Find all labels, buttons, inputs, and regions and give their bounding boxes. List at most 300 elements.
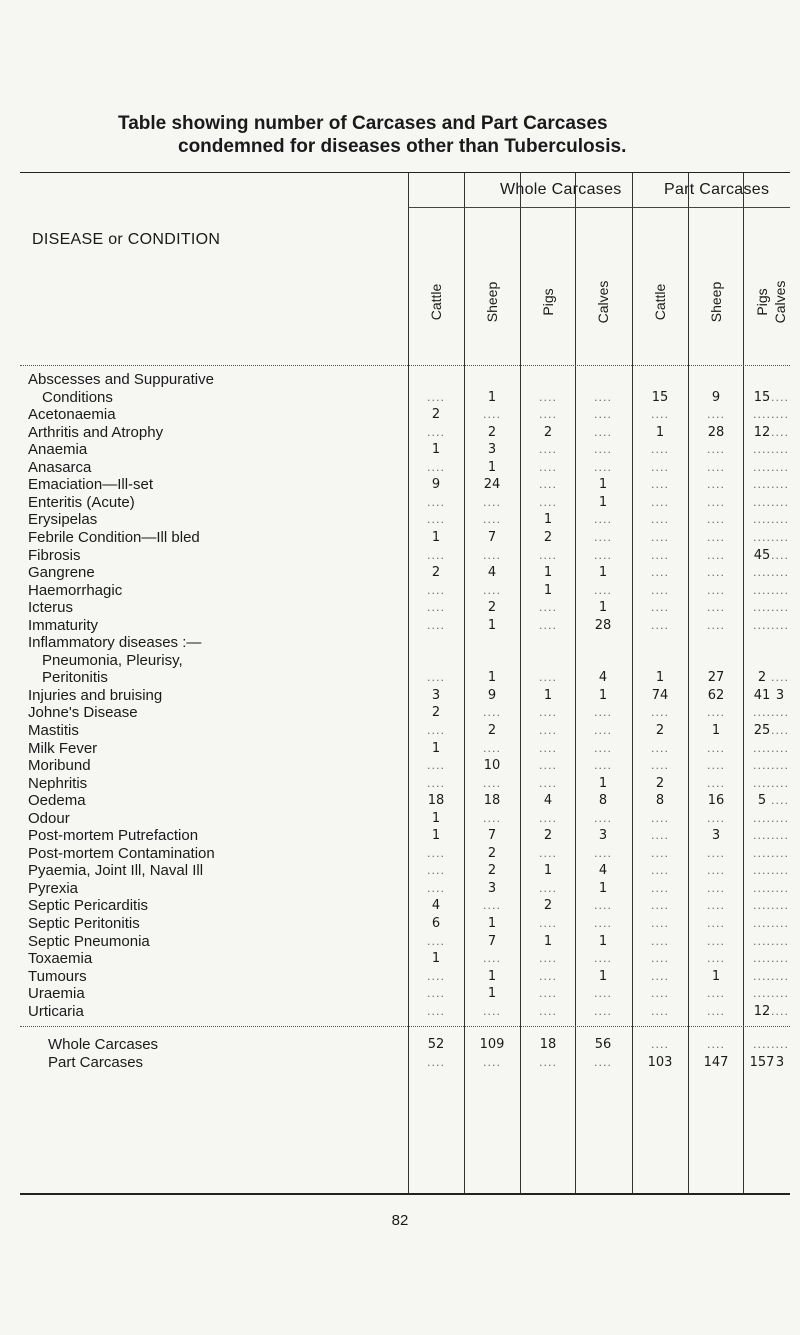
row-label: Pyaemia, Joint Ill, Naval Ill	[28, 862, 204, 879]
value-cell: ....	[771, 847, 789, 860]
value-cell: 1	[598, 477, 608, 492]
value-cell: 12	[753, 425, 771, 440]
value-cell: ....	[427, 601, 445, 614]
value-cell: ....	[539, 408, 557, 421]
value-cell: ....	[707, 566, 725, 579]
value-cell: 7	[487, 934, 497, 949]
value-cell: 9	[431, 477, 441, 492]
value-cell: 16	[707, 793, 725, 808]
value-cell: 1	[487, 969, 497, 984]
value-cell: ....	[427, 724, 445, 737]
value-cell: ....	[651, 742, 669, 755]
column-header-label: Sheep	[484, 281, 500, 323]
value-cell: ....	[753, 812, 771, 825]
value-cell: 1	[655, 670, 665, 685]
table-row	[20, 652, 790, 669]
value-cell: ....	[539, 882, 557, 895]
value-cell: ....	[427, 777, 445, 790]
value-cell: 3	[487, 881, 497, 896]
table-row	[20, 704, 790, 721]
value-cell: ....	[771, 513, 789, 526]
row-label: Emaciation—Ill-set	[28, 476, 154, 493]
column-header-label: Cattle	[652, 283, 668, 321]
table-row	[20, 687, 790, 704]
value-cell: ....	[427, 1056, 445, 1069]
table-row	[20, 634, 790, 651]
value-cell: ....	[483, 1056, 501, 1069]
value-cell: ....	[483, 549, 501, 562]
value-cell: ....	[539, 777, 557, 790]
value-cell: ....	[539, 478, 557, 491]
table-row	[20, 722, 790, 739]
value-cell: 1	[487, 618, 497, 633]
value-cell: ....	[707, 549, 725, 562]
table-row	[20, 810, 790, 827]
value-cell: 24	[483, 477, 501, 492]
table-row	[20, 897, 790, 914]
value-cell: ....	[771, 601, 789, 614]
column-header-calves-part	[765, 263, 795, 341]
value-cell: 74	[651, 688, 669, 703]
value-cell: ....	[753, 619, 771, 632]
value-cell: 27	[707, 670, 725, 685]
table-row	[20, 792, 790, 809]
value-cell: 25	[753, 723, 771, 738]
value-cell: ....	[753, 952, 771, 965]
value-cell: 3	[711, 828, 721, 843]
value-cell: 2	[431, 705, 441, 720]
value-cell: ....	[483, 706, 501, 719]
value-cell: 103	[647, 1055, 673, 1070]
row-label: Anasarca	[28, 459, 92, 476]
value-cell: 1	[655, 425, 665, 440]
value-cell: 2	[487, 600, 497, 615]
value-cell: ....	[427, 496, 445, 509]
value-cell: 3	[487, 442, 497, 457]
value-cell: ....	[651, 899, 669, 912]
row-label: Whole Carcases	[48, 1036, 159, 1053]
value-cell: ....	[707, 496, 725, 509]
value-cell: 1	[487, 390, 497, 405]
value-cell: 8	[655, 793, 665, 808]
value-cell: 4	[598, 863, 608, 878]
value-cell: ....	[753, 513, 771, 526]
row-label: Inflammatory diseases :—	[28, 634, 202, 651]
value-cell: 4	[543, 793, 553, 808]
value-cell: ....	[651, 917, 669, 930]
column-header-sheep-part	[701, 263, 731, 341]
value-cell: 109	[479, 1037, 505, 1052]
column-header-label: Pigs	[540, 288, 556, 316]
value-cell: 4	[598, 670, 608, 685]
value-cell: ....	[771, 531, 789, 544]
value-cell: ....	[651, 864, 669, 877]
title-line-1: Table showing number of Carcases and Part Carcases	[118, 113, 608, 134]
value-cell: 62	[707, 688, 725, 703]
table-row	[20, 459, 790, 476]
value-cell: ....	[651, 1038, 669, 1051]
value-cell: 1	[431, 811, 441, 826]
value-cell: ....	[771, 794, 789, 807]
value-cell: ....	[483, 1005, 501, 1018]
row-label: Tumours	[28, 968, 87, 985]
row-label: Uraemia	[28, 985, 85, 1002]
column-header-label: Calves	[595, 280, 611, 324]
value-cell: ....	[539, 671, 557, 684]
value-cell: ....	[483, 584, 501, 597]
row-label: Mastitis	[28, 722, 79, 739]
value-cell: ....	[539, 759, 557, 772]
value-cell: ....	[651, 478, 669, 491]
value-cell: ....	[707, 777, 725, 790]
row-label: Injuries and bruising	[28, 687, 163, 704]
value-cell: ....	[753, 847, 771, 860]
table-row	[20, 985, 790, 1002]
value-cell: ....	[753, 478, 771, 491]
column-header-label: Cattle	[428, 283, 444, 321]
value-cell: ....	[753, 759, 771, 772]
disease-column-header: DISEASE or CONDITION	[32, 231, 221, 248]
value-cell: ....	[753, 917, 771, 930]
value-cell: ....	[753, 882, 771, 895]
table-row	[20, 915, 790, 932]
value-cell: ....	[539, 847, 557, 860]
value-cell: ....	[539, 443, 557, 456]
column-header-label: Sheep	[708, 281, 724, 323]
value-cell: ....	[427, 987, 445, 1000]
value-cell: 1	[598, 565, 608, 580]
value-cell: ....	[707, 584, 725, 597]
value-cell: ....	[651, 1005, 669, 1018]
value-cell: ....	[427, 619, 445, 632]
value-cell: ....	[594, 847, 612, 860]
value-cell: 1	[598, 688, 608, 703]
value-cell: 1	[431, 951, 441, 966]
value-cell: 1	[598, 934, 608, 949]
value-cell: ....	[771, 478, 789, 491]
value-cell: 15	[651, 390, 669, 405]
value-cell: 1	[543, 934, 553, 949]
total-row	[20, 1036, 790, 1053]
value-cell: ....	[771, 1038, 789, 1051]
value-cell: ....	[771, 496, 789, 509]
table-row	[20, 617, 790, 634]
table-row	[20, 371, 790, 388]
value-cell: ....	[707, 461, 725, 474]
value-cell: 15	[753, 390, 771, 405]
value-cell: ....	[427, 426, 445, 439]
value-cell: ....	[771, 935, 789, 948]
table-title	[118, 112, 738, 158]
value-cell: 1	[487, 460, 497, 475]
value-cell: ....	[771, 829, 789, 842]
value-cell: ....	[427, 864, 445, 877]
value-cell: ....	[594, 426, 612, 439]
row-label: Nephritis	[28, 775, 88, 792]
value-cell: ....	[427, 461, 445, 474]
title-line-2: condemned for diseases other than Tuberculosis.	[178, 136, 627, 157]
row-label: Johne's Disease	[28, 704, 138, 721]
value-cell: ....	[753, 496, 771, 509]
value-cell: ....	[753, 935, 771, 948]
value-cell: 2	[543, 530, 553, 545]
value-cell: ....	[771, 864, 789, 877]
value-cell: 1	[598, 776, 608, 791]
value-cell: 4	[487, 565, 497, 580]
value-cell: ....	[753, 461, 771, 474]
value-cell: ....	[771, 724, 789, 737]
value-cell: ....	[539, 496, 557, 509]
value-cell: 2	[543, 898, 553, 913]
value-cell: ....	[594, 917, 612, 930]
value-cell: 7	[487, 530, 497, 545]
row-label: Acetonaemia	[28, 406, 116, 423]
row-label: Septic Pneumonia	[28, 933, 150, 950]
value-cell: ....	[651, 882, 669, 895]
value-cell: ....	[483, 742, 501, 755]
value-cell: ....	[594, 1005, 612, 1018]
value-cell: ....	[651, 759, 669, 772]
row-label: Milk Fever	[28, 740, 98, 757]
value-cell: 18	[483, 793, 501, 808]
row-label: Anaemia	[28, 441, 88, 458]
column-header-label: Pigs	[754, 288, 770, 316]
value-cell: 2	[431, 407, 441, 422]
value-cell: ....	[707, 1038, 725, 1051]
value-cell: ....	[707, 742, 725, 755]
value-cell: ....	[539, 952, 557, 965]
value-cell: ....	[707, 812, 725, 825]
value-cell: ....	[594, 584, 612, 597]
value-cell: ....	[483, 899, 501, 912]
table-row	[20, 424, 790, 441]
value-cell: ....	[771, 549, 789, 562]
value-cell: ....	[753, 531, 771, 544]
row-label: Erysipelas	[28, 511, 98, 528]
value-cell: 3	[775, 688, 785, 703]
value-cell: ....	[753, 566, 771, 579]
value-cell: 7	[487, 828, 497, 843]
column-header-label: Calves	[772, 280, 788, 324]
value-cell: ....	[651, 987, 669, 1000]
row-label: Conditions	[42, 389, 113, 406]
value-cell: ....	[753, 777, 771, 790]
value-cell: 2	[757, 670, 767, 685]
value-cell: 1	[598, 495, 608, 510]
value-cell: ....	[753, 706, 771, 719]
value-cell: ....	[427, 970, 445, 983]
value-cell: 3	[598, 828, 608, 843]
value-cell: ....	[594, 812, 612, 825]
value-cell: ....	[753, 1038, 771, 1051]
row-label: Gangrene	[28, 564, 95, 581]
value-cell: ....	[707, 864, 725, 877]
value-cell: 28	[594, 618, 612, 633]
value-cell: 2	[487, 723, 497, 738]
table-row	[20, 476, 790, 493]
row-label: Arthritis and Atrophy	[28, 424, 164, 441]
value-cell: ....	[707, 443, 725, 456]
table-row	[20, 827, 790, 844]
row-label: Enteritis (Acute)	[28, 494, 135, 511]
value-cell: ....	[427, 584, 445, 597]
value-cell: 45	[753, 548, 771, 563]
row-label: Pyrexia	[28, 880, 79, 897]
value-cell: ....	[539, 601, 557, 614]
row-label: Febrile Condition—Ill bled	[28, 529, 200, 546]
table-row	[20, 845, 790, 862]
value-cell: ....	[753, 970, 771, 983]
value-cell: ....	[539, 461, 557, 474]
row-label: Moribund	[28, 757, 91, 774]
value-cell: ....	[594, 952, 612, 965]
value-cell: ....	[539, 619, 557, 632]
value-cell: 1	[711, 723, 721, 738]
value-cell: ....	[707, 935, 725, 948]
value-cell: ....	[483, 513, 501, 526]
value-cell: ....	[753, 987, 771, 1000]
value-cell: ....	[539, 970, 557, 983]
value-cell: 2	[431, 565, 441, 580]
value-cell: ....	[771, 584, 789, 597]
value-cell: 1	[711, 969, 721, 984]
value-cell: ....	[651, 584, 669, 597]
table-row	[20, 529, 790, 546]
value-cell: ....	[707, 531, 725, 544]
value-cell: 8	[598, 793, 608, 808]
value-cell: ....	[651, 970, 669, 983]
value-cell: 3	[431, 688, 441, 703]
page-number: 82	[391, 1212, 409, 1229]
value-cell: ....	[594, 987, 612, 1000]
value-cell: ....	[651, 531, 669, 544]
value-cell: 147	[703, 1055, 729, 1070]
value-cell: ....	[483, 408, 501, 421]
value-cell: ....	[753, 742, 771, 755]
value-cell: 1	[431, 442, 441, 457]
value-cell: 1	[431, 741, 441, 756]
table-row	[20, 862, 790, 879]
value-cell: ....	[594, 549, 612, 562]
value-cell: 1	[598, 881, 608, 896]
value-cell: ....	[539, 706, 557, 719]
value-cell: 41	[753, 688, 771, 703]
value-cell: ....	[651, 408, 669, 421]
disease-table	[20, 172, 790, 1195]
value-cell: ....	[539, 917, 557, 930]
value-cell: ....	[594, 443, 612, 456]
value-cell: ....	[594, 899, 612, 912]
table-row	[20, 494, 790, 511]
value-cell: ....	[539, 812, 557, 825]
value-cell: ....	[539, 724, 557, 737]
row-label: Septic Peritonitis	[28, 915, 140, 932]
value-cell: 12	[753, 1004, 771, 1019]
value-cell: 6	[431, 916, 441, 931]
value-cell: 1	[598, 969, 608, 984]
value-cell: ....	[594, 742, 612, 755]
value-cell: ....	[771, 812, 789, 825]
whole-carcases-header: Whole Carcases	[500, 181, 622, 198]
header-dotted-rule	[20, 365, 790, 366]
row-label: Post-mortem Putrefaction	[28, 827, 199, 844]
table-row	[20, 880, 790, 897]
value-cell: 1	[543, 565, 553, 580]
value-cell: 4	[431, 898, 441, 913]
table-row	[20, 564, 790, 581]
value-cell: ....	[707, 619, 725, 632]
value-cell: ....	[651, 706, 669, 719]
value-cell: ....	[753, 443, 771, 456]
value-cell: ....	[651, 829, 669, 842]
value-cell: ....	[594, 724, 612, 737]
row-label: Oedema	[28, 792, 86, 809]
value-cell: ....	[771, 987, 789, 1000]
value-cell: ....	[771, 970, 789, 983]
column-header-sheep-whole	[477, 263, 507, 341]
value-cell: ....	[707, 706, 725, 719]
value-cell: ....	[753, 829, 771, 842]
table-row	[20, 441, 790, 458]
value-cell: ....	[594, 513, 612, 526]
column-header-pigs-whole	[533, 263, 563, 341]
row-label: Toxaemia	[28, 950, 93, 967]
row-label: Abscesses and Suppurative	[28, 371, 214, 388]
row-label: Immaturity	[28, 617, 99, 634]
value-cell: ....	[707, 847, 725, 860]
table-row	[20, 669, 790, 686]
table-row	[20, 582, 790, 599]
value-cell: ....	[771, 443, 789, 456]
value-cell: 5	[757, 793, 767, 808]
value-cell: ....	[651, 812, 669, 825]
value-cell: 18	[427, 793, 445, 808]
value-cell: ....	[594, 706, 612, 719]
value-cell: ....	[771, 882, 789, 895]
row-label: Peritonitis	[42, 669, 108, 686]
value-cell: ....	[651, 619, 669, 632]
value-cell: 2	[487, 863, 497, 878]
value-cell: ....	[427, 391, 445, 404]
value-cell: ....	[753, 584, 771, 597]
value-cell: 2	[487, 425, 497, 440]
value-cell: ....	[707, 952, 725, 965]
value-cell: ....	[483, 952, 501, 965]
table-row	[20, 406, 790, 423]
row-label: Odour	[28, 810, 70, 827]
value-cell: ....	[771, 671, 789, 684]
value-cell: ....	[651, 513, 669, 526]
value-cell: ....	[483, 496, 501, 509]
table-row	[20, 968, 790, 985]
value-cell: 2	[543, 828, 553, 843]
table-row	[20, 599, 790, 616]
value-cell: ....	[651, 601, 669, 614]
row-label: Septic Pericarditis	[28, 897, 149, 914]
value-cell: ....	[771, 391, 789, 404]
value-cell: 1	[543, 688, 553, 703]
value-cell: ....	[651, 935, 669, 948]
table-row	[20, 389, 790, 406]
value-cell: 52	[427, 1037, 445, 1052]
value-cell: 1	[543, 583, 553, 598]
value-cell: ....	[651, 549, 669, 562]
totals-dotted-rule	[20, 1026, 790, 1027]
value-cell: 56	[594, 1037, 612, 1052]
value-cell: 2	[655, 776, 665, 791]
table-row	[20, 950, 790, 967]
value-cell: ....	[651, 952, 669, 965]
